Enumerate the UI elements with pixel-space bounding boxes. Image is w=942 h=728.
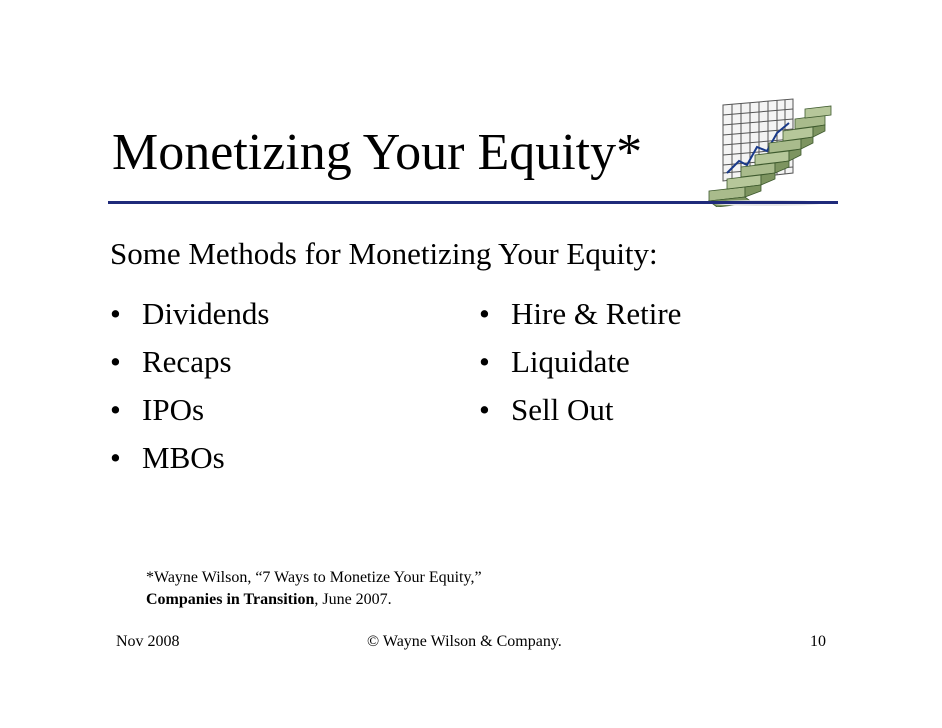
title-divider [108, 201, 838, 204]
footnote-line-1: *Wayne Wilson, “7 Ways to Monetize Your Equity,” [146, 569, 482, 586]
footnote-publication: Companies in Transition [146, 591, 315, 608]
slide-subtitle: Some Methods for Monetizing Your Equity: [110, 236, 658, 271]
bullet-list-left [110, 290, 269, 482]
footer-date: Nov 2008 [116, 633, 180, 650]
list-item [479, 338, 681, 386]
footnote-line-2 [146, 589, 482, 611]
bullet-label: Liquidate [511, 344, 630, 379]
citation-footnote [146, 567, 482, 611]
bullet-glyph: • [479, 392, 490, 427]
bullet-glyph: • [110, 344, 121, 379]
list-item [479, 290, 681, 338]
slide-title: Monetizing Your Equity* [112, 124, 643, 181]
bullet-label: Recaps [142, 344, 232, 379]
list-item [110, 434, 269, 482]
money-stairs-chart-icon [697, 95, 837, 207]
list-item [110, 338, 269, 386]
bullet-label: IPOs [142, 392, 205, 427]
bullet-glyph: • [110, 296, 121, 331]
list-item [110, 290, 269, 338]
bullet-glyph: • [110, 440, 121, 475]
bullet-glyph: • [479, 296, 490, 331]
footer-copyright: © Wayne Wilson & Company. [367, 633, 562, 650]
bullet-label: Dividends [142, 296, 270, 331]
bullet-label: Hire & Retire [511, 296, 682, 331]
bullet-label: Sell Out [511, 392, 614, 427]
footnote-date: , June 2007. [314, 591, 392, 608]
bullet-glyph: • [479, 344, 490, 379]
list-item [110, 386, 269, 434]
footer-page-number: 10 [810, 633, 826, 650]
list-item [479, 386, 681, 434]
bullet-glyph: • [110, 392, 121, 427]
bullet-list-right [479, 290, 681, 434]
bullet-label: MBOs [142, 440, 225, 475]
